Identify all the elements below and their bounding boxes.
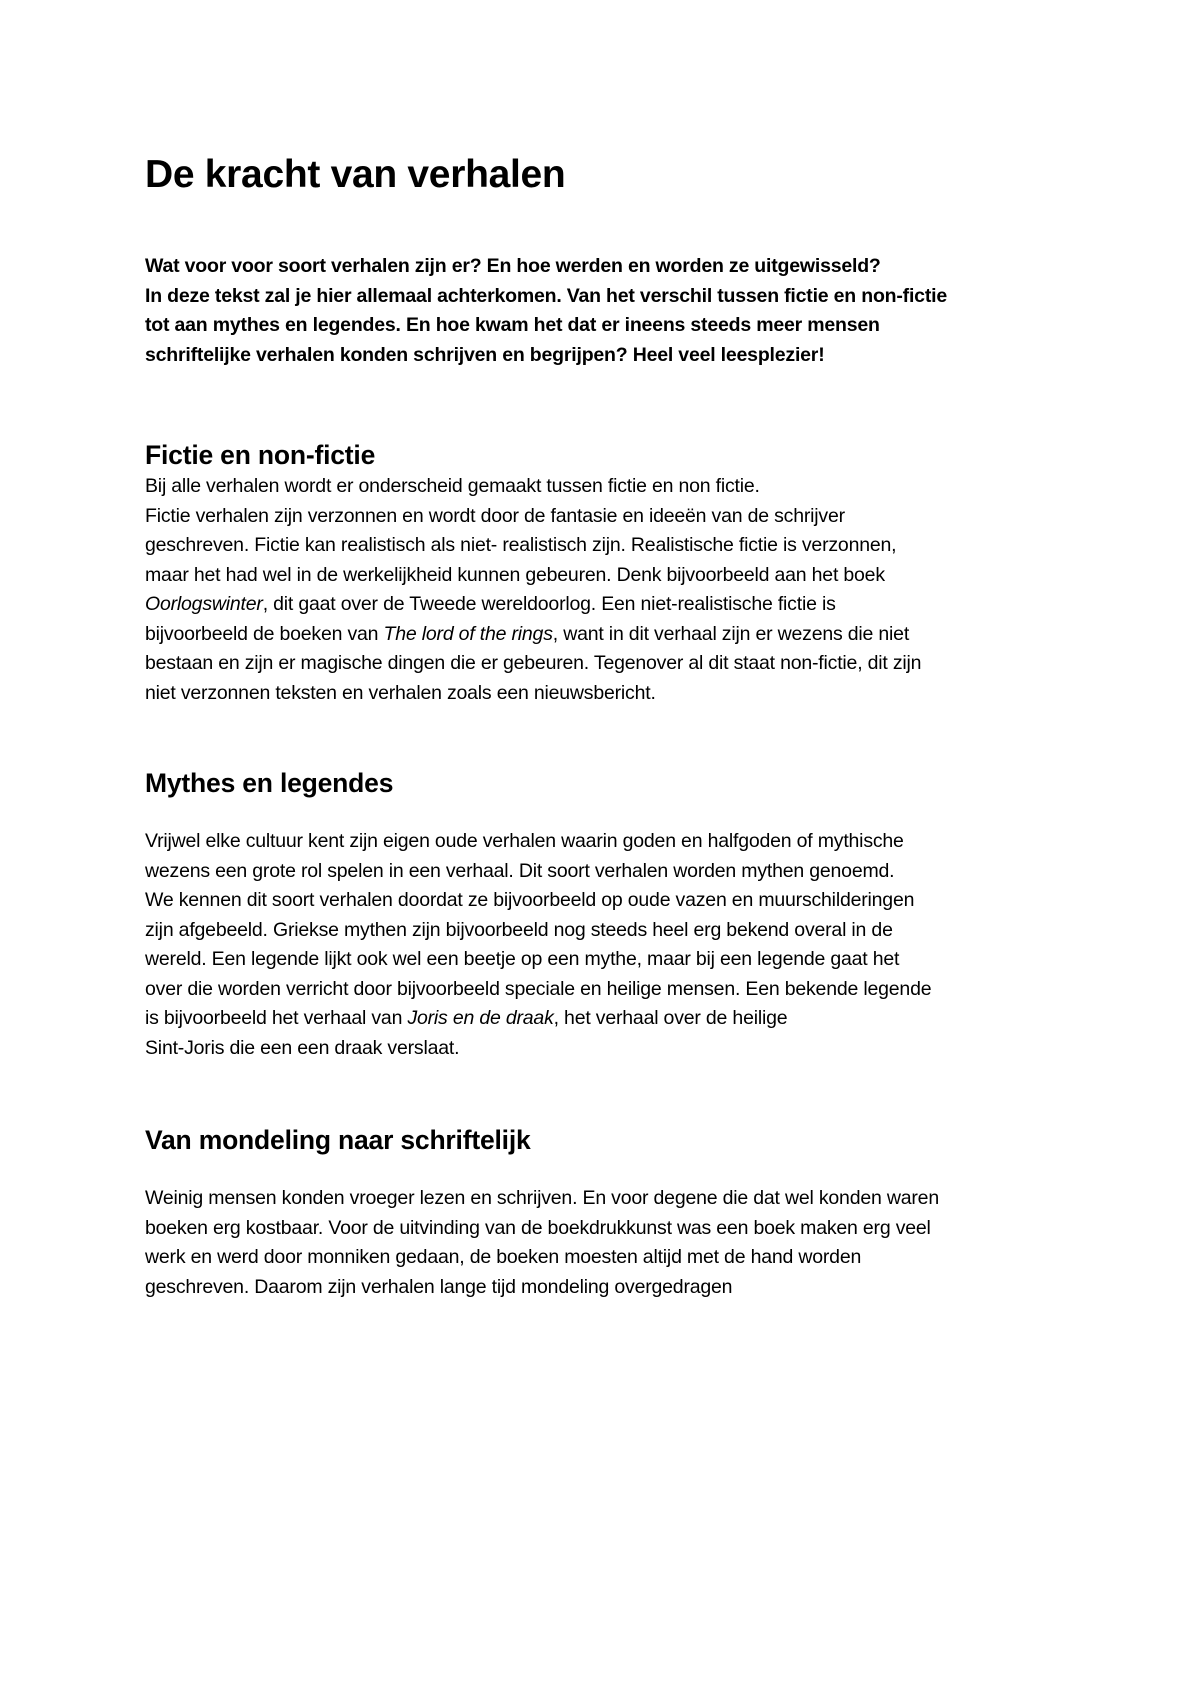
document-content	[145, 150, 1075, 1302]
intro-line: In deze tekst zal je hier allemaal achterkomen. Van het verschil tussen fictie en non-fictie	[145, 284, 947, 307]
paragraph-line: We kennen dit soort verhalen doordat ze bijvoorbeeld op oude vazen en muurschilderingen	[145, 889, 915, 911]
paragraph-line: over die worden verricht door bijvoorbeeld speciale en heilige mensen. Een bekende legende	[145, 977, 932, 1000]
paragraph-line: geschreven. Fictie kan realistisch als niet- realistisch zijn. Realistische fictie is verzonnen,	[145, 534, 897, 556]
section-heading: Mythes en legendes	[145, 768, 394, 798]
paragraph-line	[145, 620, 1075, 650]
section-van-mondeling-naar-schriftelijk	[145, 1123, 1075, 1302]
intro-line: Wat voor voor soort verhalen zijn er? En hoe werden en worden ze uitgewisseld?	[145, 255, 881, 277]
paragraph-line	[145, 590, 1075, 620]
line-text: , want in dit verhaal zijn er wezens die niet	[552, 622, 910, 645]
paragraph-line: geschreven. Daarom zijn verhalen lange tijd mondeling overgedragen	[145, 1275, 733, 1298]
paragraph-line: bestaan en zijn er magische dingen die er gebeuren. Tegenover al dit staat non-fictie, dit zijn	[145, 652, 922, 674]
section-paragraph	[145, 1184, 1075, 1302]
section-mythes-en-legendes	[145, 766, 1075, 1063]
section-paragraph	[145, 827, 1075, 1063]
page-title: De kracht van verhalen	[145, 153, 566, 196]
intro-line: schriftelijke verhalen konden schrijven en begrijpen? Heel veel leesplezier!	[145, 343, 825, 366]
section-fictie-en-non-fictie	[145, 438, 1075, 708]
paragraph-line: Sint-Joris die een een draak verslaat.	[145, 1036, 460, 1059]
line-text: , dit gaat over de Tweede wereldoorlog. Een niet-realistische fictie is	[262, 593, 836, 615]
paragraph-line: wezens een grote rol spelen in een verhaal. Dit soort verhalen worden mythen genoemd.	[145, 859, 895, 882]
intro-line: tot aan mythes en legendes. En hoe kwam het dat er ineens steeds meer mensen	[145, 314, 880, 336]
paragraph-line: boeken erg kostbaar. Voor de uitvinding van de boekdrukkunst was een boek maken erg veel	[145, 1216, 931, 1239]
section-heading: Van mondeling naar schriftelijk	[145, 1125, 531, 1155]
paragraph-line: maar het had wel in de werkelijkheid kunnen gebeuren. Denk bijvoorbeeld aan het boek	[145, 563, 885, 586]
line-text: bijvoorbeeld de boeken van	[145, 622, 384, 645]
paragraph-line: niet verzonnen teksten en verhalen zoals een nieuwsbericht.	[145, 681, 656, 704]
paragraph-line	[145, 1004, 1075, 1034]
book-title: Oorlogswinter	[145, 593, 263, 615]
book-title: The lord of the rings	[383, 622, 553, 645]
intro-paragraph	[145, 252, 1075, 370]
section-heading: Fictie en non-fictie	[145, 440, 376, 470]
paragraph-line: Bij alle verhalen wordt er onderscheid gemaakt tussen fictie en non fictie.	[145, 475, 760, 497]
paragraph-line: Fictie verhalen zijn verzonnen en wordt door de fantasie en ideeën van de schrijver	[145, 504, 845, 527]
paragraph-line: wereld. Een legende lijkt ook wel een beetje op een mythe, maar bij een legende gaat het	[145, 948, 900, 970]
paragraph-line: zijn afgebeeld. Griekse mythen zijn bijvoorbeeld nog steeds heel erg bekend overal in de	[145, 918, 893, 941]
paragraph-line: Vrijwel elke cultuur kent zijn eigen oude verhalen waarin goden en halfgoden of mythische	[145, 830, 904, 852]
paragraph-line: werk en werd door monniken gedaan, de boeken moesten altijd met de hand worden	[145, 1246, 862, 1268]
line-text: is bijvoorbeeld het verhaal van	[145, 1007, 408, 1029]
story-title: Joris en de draak	[407, 1007, 554, 1029]
section-paragraph	[145, 472, 1075, 708]
paragraph-line: Weinig mensen konden vroeger lezen en schrijven. En voor degene die dat wel konden waren	[145, 1187, 939, 1209]
line-text: , het verhaal over de heilige	[553, 1007, 788, 1029]
